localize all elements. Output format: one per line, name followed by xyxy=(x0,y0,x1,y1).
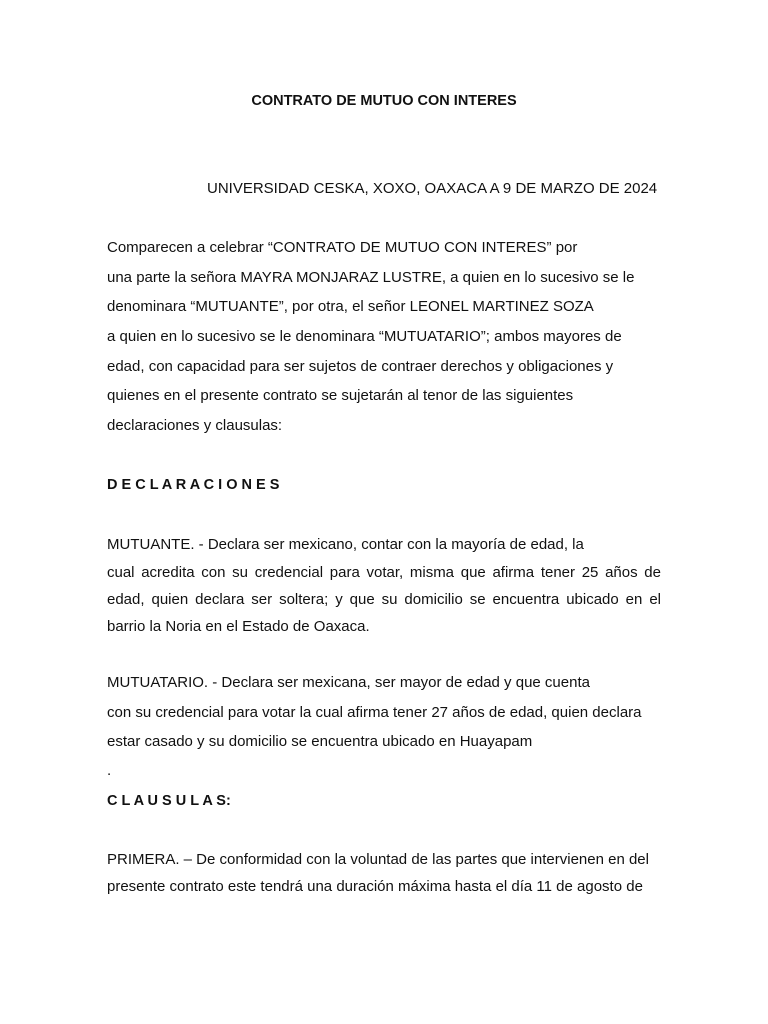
place-date-line: UNIVERSIDAD CESKA, XOXO, OAXACA A 9 DE MARZO DE 2024 xyxy=(207,180,658,197)
intro-line: declaraciones y clausulas: xyxy=(107,417,283,434)
mutuante-line: barrio la Noria en el Estado de Oaxaca. xyxy=(107,618,370,635)
intro-line: Comparecen a celebrar “CONTRATO DE MUTUO CON INTERES” por xyxy=(107,239,578,256)
mutuante-line: cual acredita con su credencial para votar, misma que afirma tener 25 años de xyxy=(107,564,661,581)
mutuante-line: edad, quien declara ser soltera; y que su domicilio se encuentra ubicado en el xyxy=(107,591,661,608)
intro-line: denominara “MUTUANTE”, por otra, el señor LEONEL MARTINEZ SOZA xyxy=(107,298,594,315)
mutuatario-line: estar casado y su domicilio se encuentra ubicado en Huayapam xyxy=(107,733,533,750)
intro-line: una parte la señora MAYRA MONJARAZ LUSTRE, a quien en lo sucesivo se le xyxy=(107,269,635,286)
document-title: CONTRATO DE MUTUO CON INTERES xyxy=(251,93,517,109)
intro-line: quienes en el presente contrato se sujetarán al tenor de las siguientes xyxy=(107,387,574,404)
mutuatario-line: . xyxy=(107,762,112,779)
mutuatario-line: con su credencial para votar la cual afirma tener 27 años de edad, quien declara xyxy=(107,704,642,721)
primera-clause-line: PRIMERA. – De conformidad con la voluntad de las partes que intervienen en del xyxy=(107,851,649,868)
declaraciones-heading: D E C L A R A C I O N E S xyxy=(107,477,280,493)
mutuatario-line: MUTUATARIO. - Declara ser mexicana, ser mayor de edad y que cuenta xyxy=(107,674,590,691)
intro-line: a quien en lo sucesivo se le denominara “MUTUATARIO”; ambos mayores de xyxy=(107,328,622,345)
clausulas-heading: C L A U S U L A S: xyxy=(107,793,231,809)
mutuante-line: MUTUANTE. - Declara ser mexicano, contar con la mayoría de edad, la xyxy=(107,536,584,553)
primera-clause-line: presente contrato este tendrá una duración máxima hasta el día 11 de agosto de xyxy=(107,878,643,895)
intro-line: edad, con capacidad para ser sujetos de contraer derechos y obligaciones y xyxy=(107,358,614,375)
